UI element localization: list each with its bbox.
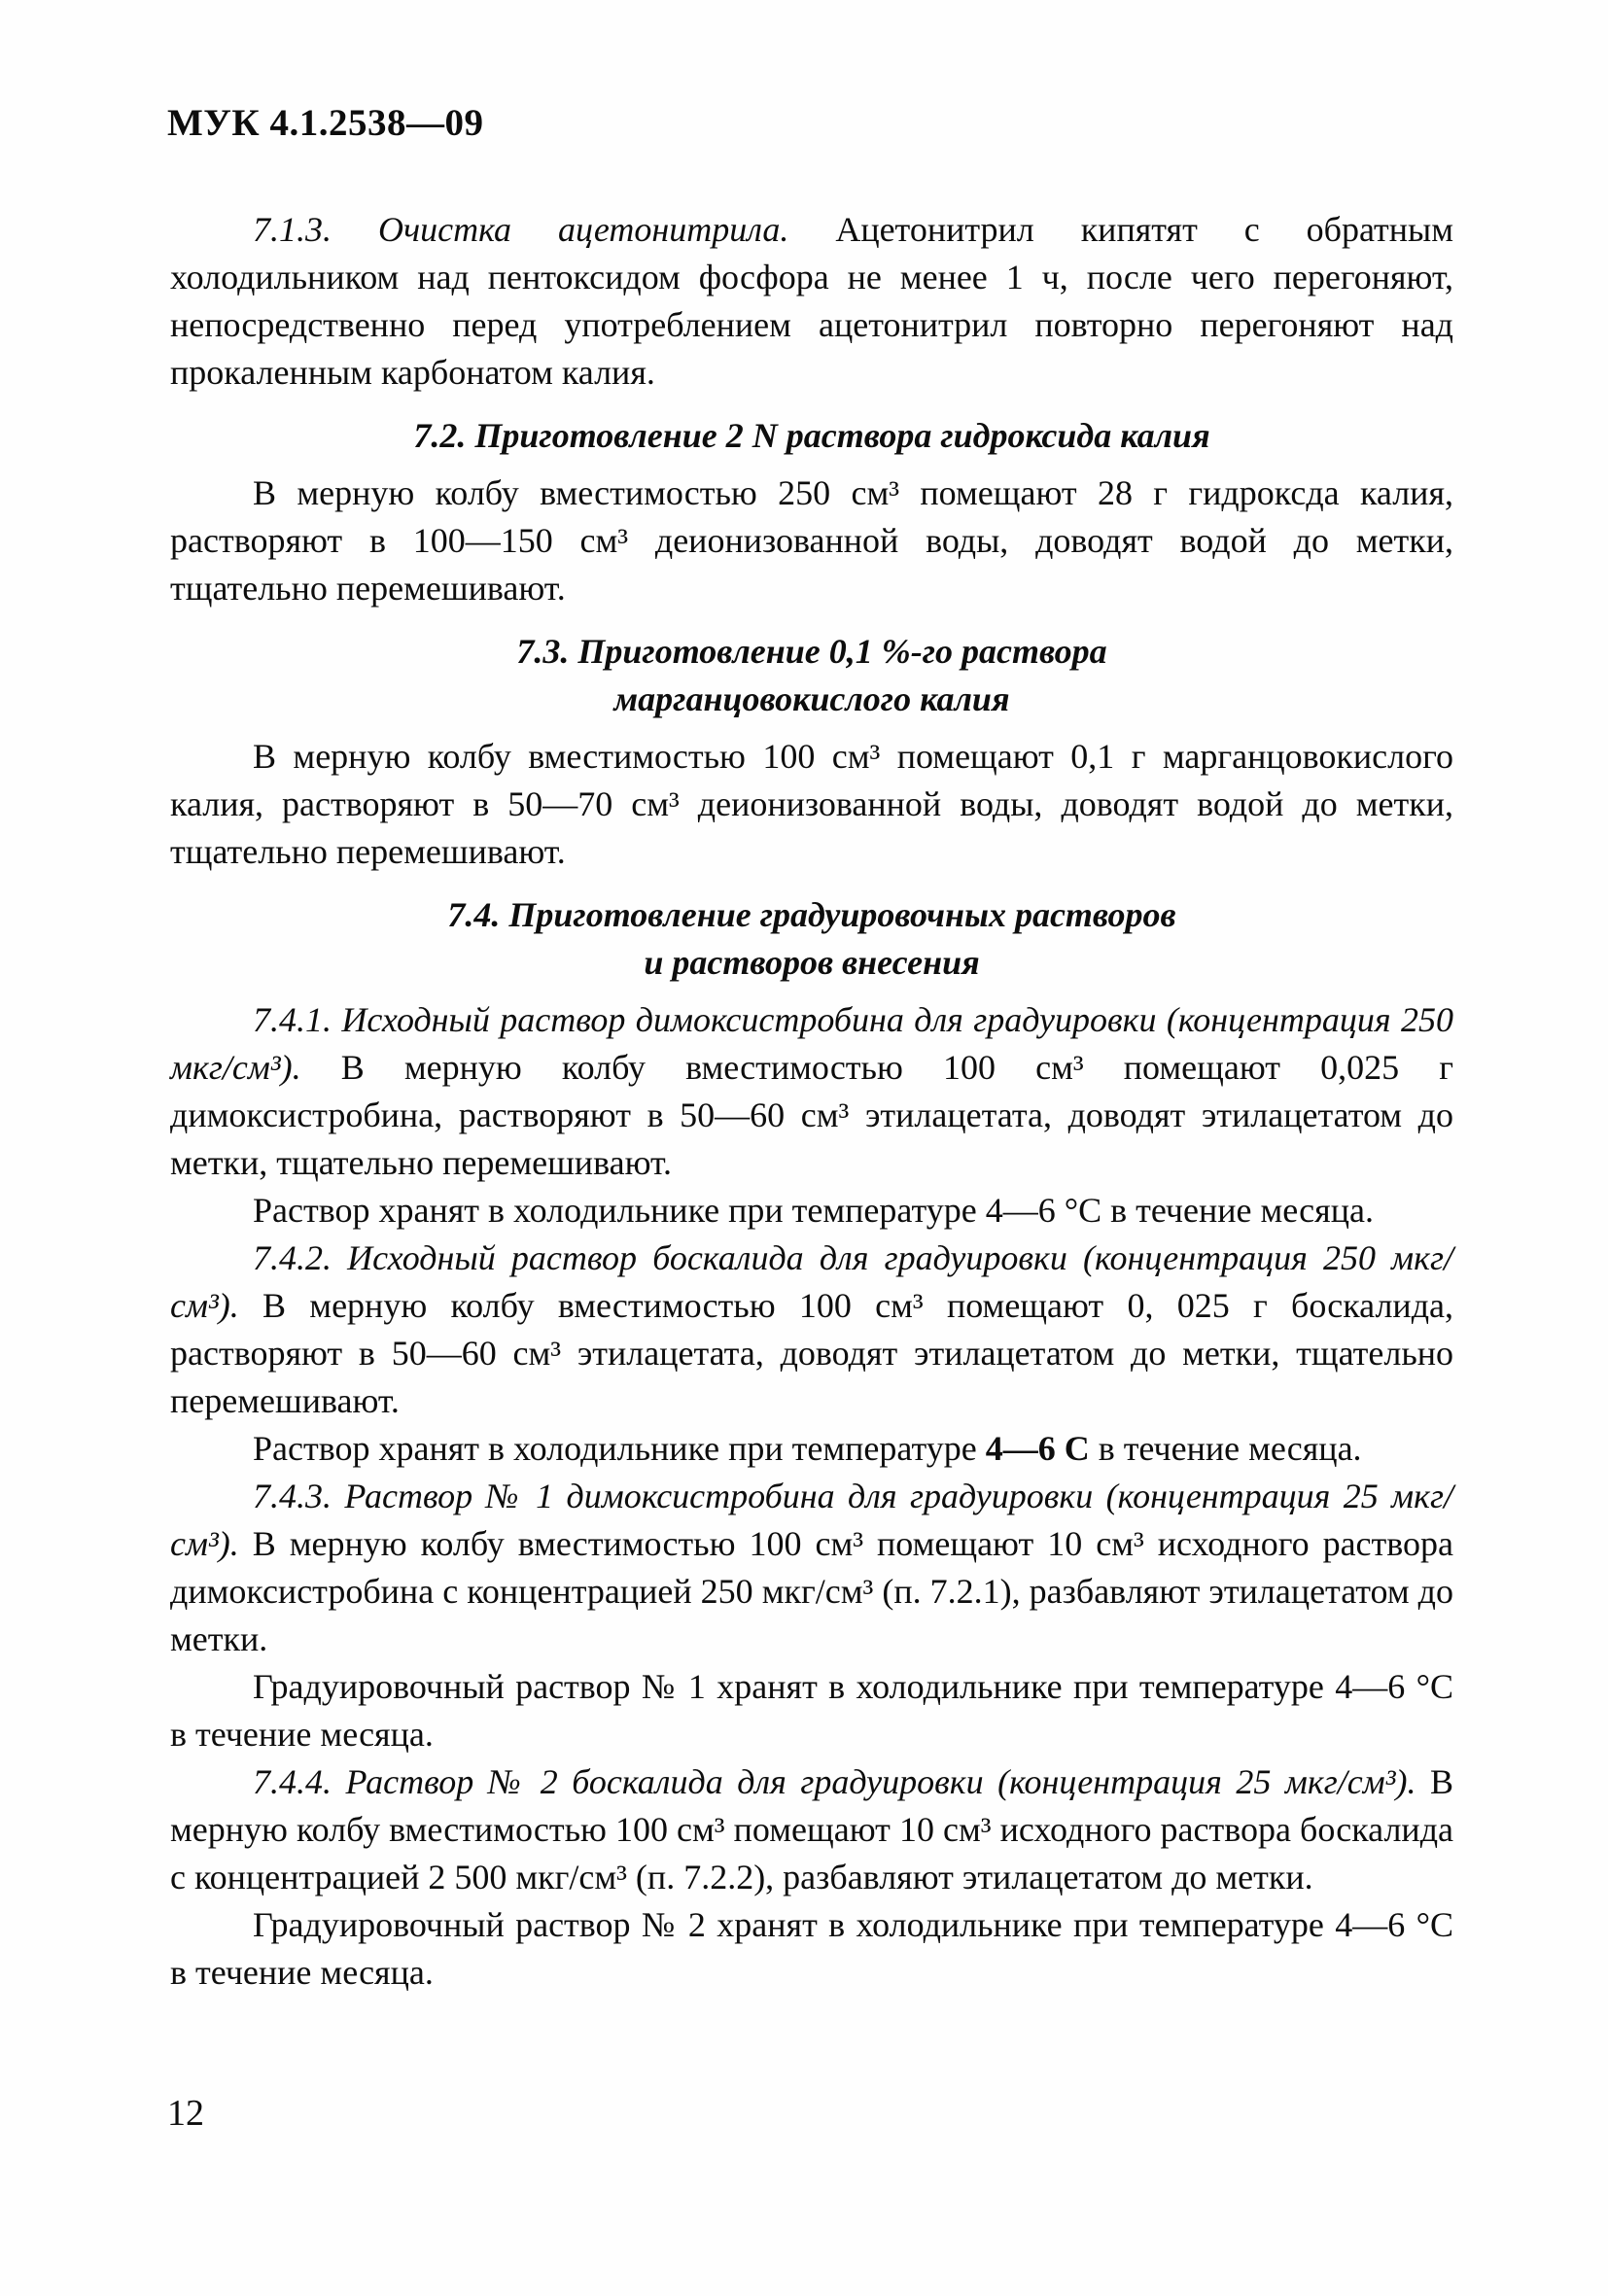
document-body	[170, 206, 1453, 1997]
paragraph-7-4-3	[170, 1473, 1453, 1663]
paragraph-7-4-1-text: В мерную колбу вместимостью 100 см³ помещают 0,025 г димоксистробина, растворяют в 50—60 см³ этилацетата, доводят этилацетатом до метки, тщательно перемешивают.	[170, 1048, 1453, 1182]
paragraph-7-4-2	[170, 1235, 1453, 1425]
paragraph-7-4-3-lead: 7.4.3. Раствор № 1 димоксистробина для градуировки (концентрация 25 мкг/см³).	[170, 1477, 1453, 1563]
paragraph-7-4-2-text: В мерную колбу вместимостью 100 см³ помещают 0, 025 г боскалида, растворяют в 50—60 см³ этилацетата, доводят этилацетатом до метки, тщательно перемешивают.	[170, 1286, 1453, 1420]
section-heading-7-4-line1: 7.4. Приготовление градуировочных растворов	[447, 895, 1176, 934]
section-heading-7-4-line2: и растворов внесения	[644, 943, 980, 982]
paragraph-7-4-1-lead: 7.4.1. Исходный раствор димоксистробина для градуировки (концентрация 250 мкг/см³).	[170, 1000, 1453, 1087]
paragraph-7-1-3	[170, 206, 1453, 397]
paragraph-7-1-3-lead: 7.1.3. Очистка ацетонитрила.	[253, 210, 789, 249]
paragraph-7-4-4	[170, 1758, 1453, 1901]
section-heading-7-3-line2: марганцовокислого калия	[613, 679, 1010, 718]
document-code: МУК 4.1.2538—09	[167, 102, 484, 144]
paragraph-7-1-3-text: Ацетонитрил кипятят с обратным холодильником над пентоксидом фосфора не менее 1 ч, после чего перегоняют, непосредственно перед употреблением ацетонитрил повторно перегоняют над прокаленным карбонатом калия.	[170, 210, 1454, 392]
paragraph-7-4-2-storage-post: в течение месяца.	[1089, 1429, 1362, 1468]
paragraph-7-4-4-text: В мерную колбу вместимостью 100 см³ помещают 10 см³ исходного раствора боскалида с концентрацией 2 500 мкг/см³ (п. 7.2.2), разбавляют этилацетатом до метки.	[170, 1762, 1454, 1896]
paragraph-7-2: В мерную колбу вместимостью 250 см³ помещают 28 г гидроксда калия, растворяют в 100—150 см³ деионизованной воды, доводят водой до метки, тщательно перемешивают.	[170, 473, 1453, 608]
paragraph-7-4-4-lead: 7.4.4. Раствор № 2 боскалида для градуировки (концентрация 25 мкг/см³).	[253, 1762, 1416, 1801]
section-heading-7-3	[170, 628, 1453, 723]
paragraph-7-4-2-storage-pre: Раствор хранят в холодильнике при температуре	[253, 1429, 986, 1468]
page-number: 12	[167, 2093, 204, 2134]
paragraph-7-4-2-storage-temp: 4—6 С	[985, 1429, 1090, 1468]
paragraph-7-4-1-storage: Раствор хранят в холодильнике при температуре 4—6 °С в течение месяца.	[253, 1191, 1374, 1230]
paragraph-7-4-4-storage: Градуировочный раствор № 2 хранят в холодильнике при температуре 4—6 °С в течение месяца.	[170, 1905, 1453, 1992]
section-heading-7-4	[170, 891, 1453, 987]
section-heading-7-2: 7.2. Приготовление 2 N раствора гидроксида калия	[413, 416, 1210, 455]
paragraph-7-4-3-text: В мерную колбу вместимостью 100 см³ помещают 10 см³ исходного раствора димоксистробина с концентрацией 250 мкг/см³ (п. 7.2.1), разбавляют этилацетатом до метки.	[170, 1524, 1453, 1658]
paragraph-7-4-2-lead: 7.4.2. Исходный раствор боскалида для градуировки (концентрация 250 мкг/см³).	[170, 1238, 1453, 1325]
paragraph-7-4-3-storage: Градуировочный раствор № 1 хранят в холодильнике при температуре 4—6 °С в течение месяца.	[170, 1667, 1453, 1754]
section-heading-7-3-line1: 7.3. Приготовление 0,1 %-го раствора	[516, 632, 1107, 671]
paragraph-7-3: В мерную колбу вместимостью 100 см³ помещают 0,1 г марганцовокислого калия, растворяют в 50—70 см³ деионизованной воды, доводят водой до метки, тщательно перемешивают.	[170, 737, 1453, 871]
paragraph-7-4-1	[170, 996, 1453, 1187]
paragraph-7-4-2-storage	[170, 1425, 1453, 1473]
